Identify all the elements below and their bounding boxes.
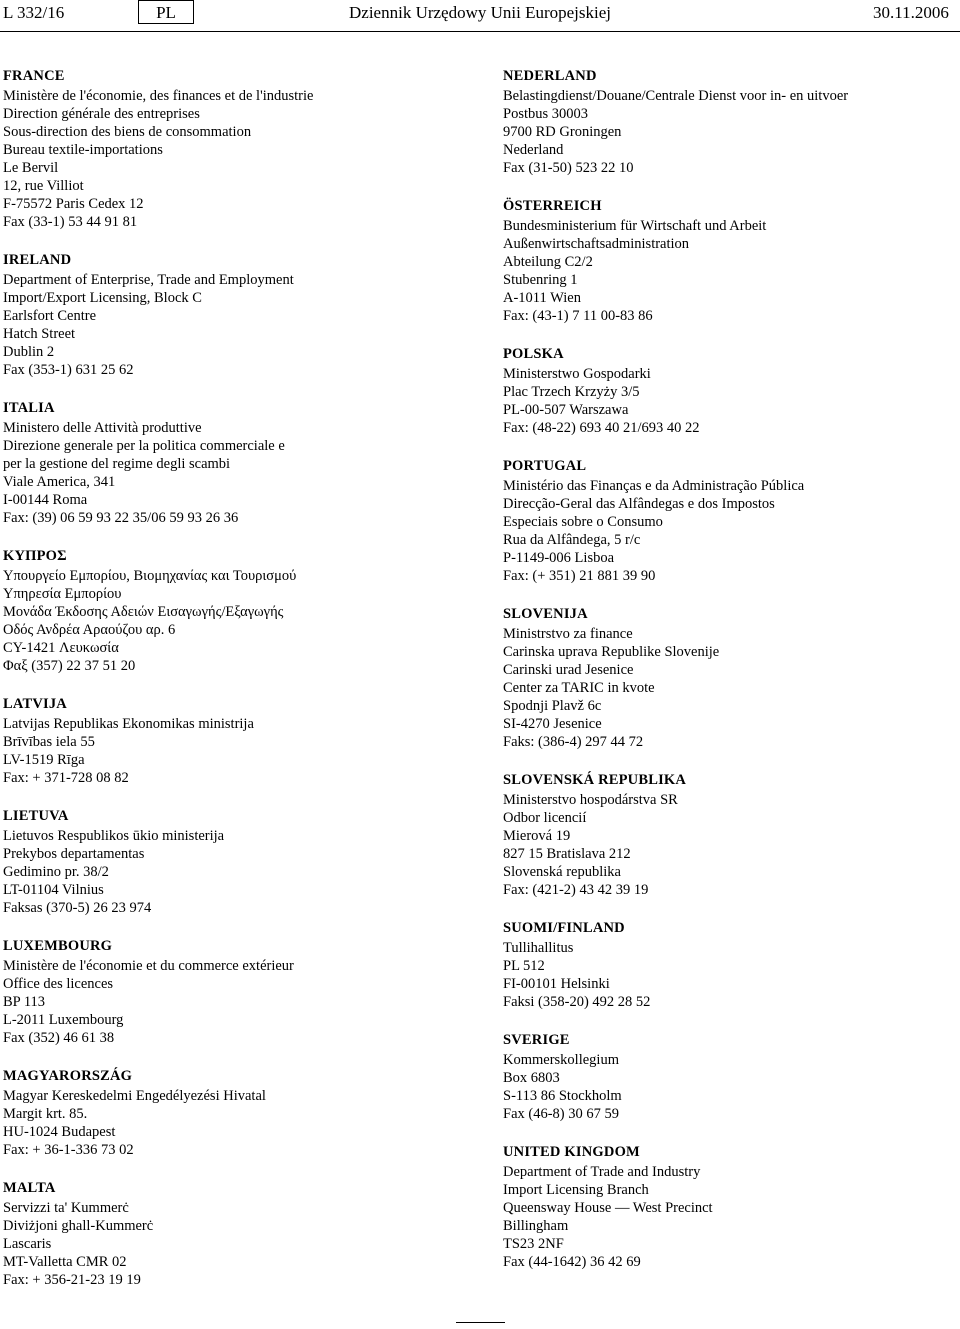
address-line: A-1011 Wien [503, 290, 581, 306]
address-line: Ministerstwo Gospodarki [503, 366, 651, 382]
address-line: Import Licensing Branch [503, 1182, 649, 1198]
address-line: Fax (31-50) 523 22 10 [503, 160, 634, 176]
address-line: Bundesministerium für Wirtschaft und Arbeit [503, 218, 767, 234]
address-line: Hatch Street [3, 326, 76, 342]
address-line: Faksas (370-5) 26 23 974 [3, 900, 152, 916]
address-line: Prekybos departamentas [3, 846, 145, 862]
address-line: Fax: + 371-728 08 82 [3, 770, 129, 786]
country-block [503, 605, 958, 751]
country-block [503, 1031, 958, 1123]
address-line: Spodnji Plavž 6c [503, 698, 602, 714]
address-line: MT-Valletta CMR 02 [3, 1254, 127, 1270]
address-line: Margit krt. 85. [3, 1106, 88, 1122]
address-line: Brīvības iela 55 [3, 734, 95, 750]
language-box: PL [138, 0, 194, 24]
country-block [503, 771, 958, 899]
address-line: Viale America, 341 [3, 474, 116, 490]
address-line: Department of Enterprise, Trade and Employment [3, 272, 294, 288]
address-line: Carinski urad Jesenice [503, 662, 634, 678]
address-line: Mierová 19 [503, 828, 571, 844]
country-block [503, 919, 958, 1011]
country-block [503, 1143, 958, 1271]
address-line: Department of Trade and Industry [503, 1164, 701, 1180]
country-block [503, 345, 958, 437]
address-line: PL-00-507 Warszawa [503, 402, 629, 418]
address-line: Servizzi ta' Kummerċ [3, 1200, 129, 1216]
left-column [3, 67, 463, 1309]
address-line: Ministero delle Attività produttive [3, 420, 202, 436]
address-line: Ministère de l'économie et du commerce extérieur [3, 958, 294, 974]
address-line: Especiais sobre o Consumo [503, 514, 663, 530]
address-line: Stubenring 1 [503, 272, 578, 288]
address-line: Υπουργείο Εμπορίου, Βιομηχανίας και Τουρισμού [3, 568, 297, 584]
address-line: Fax (44-1642) 36 42 69 [503, 1254, 641, 1270]
address-line: BP 113 [3, 994, 46, 1010]
address-line: CY-1421 Λευκωσία [3, 640, 119, 656]
address-line: Direction générale des entreprises [3, 106, 200, 122]
address-line: Fax (46-8) 30 67 59 [503, 1106, 619, 1122]
address-line: Fax: + 36-1-336 73 02 [3, 1142, 134, 1158]
address-line: Fax: (+ 351) 21 881 39 90 [503, 568, 656, 584]
country-heading: POLSKA [503, 346, 564, 362]
address-line: Ministère de l'économie, des finances et de l'industrie [3, 88, 314, 104]
country-heading: SLOVENSKÁ REPUBLIKA [503, 772, 687, 788]
address-line: HU-1024 Budapest [3, 1124, 116, 1140]
address-line: Fax (33-1) 53 44 91 81 [3, 214, 138, 230]
address-line: Odbor licencií [503, 810, 587, 826]
address-line: P-1149-006 Lisboa [503, 550, 615, 566]
country-heading: IRELAND [3, 252, 72, 268]
country-heading: FRANCE [3, 68, 65, 84]
country-block [503, 457, 958, 585]
page-reference: L 332/16 [3, 3, 65, 22]
address-line: Latvijas Republikas Ekonomikas ministrija [3, 716, 254, 732]
address-line: Fax: (43-1) 7 11 00-83 86 [503, 308, 653, 324]
address-line: Faks: (386-4) 297 44 72 [503, 734, 644, 750]
address-line: Fax (353-1) 631 25 62 [3, 362, 134, 378]
address-line: Lascaris [3, 1236, 52, 1252]
address-line: Fax: (48-22) 693 40 21/693 40 22 [503, 420, 700, 436]
address-line: TS23 2NF [503, 1236, 564, 1252]
address-line: Diviżjoni ghall-Kummerċ [3, 1218, 154, 1234]
address-line: S-113 86 Stockholm [503, 1088, 622, 1104]
address-line: Fax: + 356-21-23 19 19 [3, 1272, 141, 1288]
address-line: Earlsfort Centre [3, 308, 97, 324]
address-line: Center za TARIC in kvote [503, 680, 655, 696]
address-line: Belastingdienst/Douane/Centrale Dienst voor in- en uitvoer [503, 88, 849, 104]
address-line: Direcção-Geral das Alfândegas e dos Impostos [503, 496, 775, 512]
country-heading: NEDERLAND [503, 68, 597, 84]
country-block [3, 67, 463, 231]
address-line: Plac Trzech Krzyży 3/5 [503, 384, 640, 400]
address-line: Kommerskollegium [503, 1052, 619, 1068]
address-line: Μονάδα Έκδοσης Αδειών Εισαγωγής/Εξαγωγής [3, 604, 284, 620]
country-heading: SVERIGE [503, 1032, 570, 1048]
country-heading: MALTA [3, 1180, 56, 1196]
header-rule [0, 31, 960, 32]
right-column [503, 67, 958, 1291]
address-line: PL 512 [503, 958, 545, 974]
issue-date: 30.11.2006 [873, 3, 949, 22]
address-line: Fax (352) 46 61 38 [3, 1030, 115, 1046]
country-heading: ÖSTERREICH [503, 198, 602, 214]
address-line: Ministério das Finanças e da Administração Pública [503, 478, 805, 494]
country-heading: ΚΥΠΡΟΣ [3, 548, 67, 564]
country-block [3, 937, 463, 1047]
address-line: I-00144 Roma [3, 492, 88, 508]
country-block [503, 67, 958, 177]
address-line: 9700 RD Groningen [503, 124, 622, 140]
address-line: Direzione generale per la politica commerciale e [3, 438, 285, 454]
address-line: Tullihallitus [503, 940, 574, 956]
country-block [3, 695, 463, 787]
address-line: Bureau textile-importations [3, 142, 163, 158]
address-line: Magyar Kereskedelmi Engedélyezési Hivatal [3, 1088, 266, 1104]
address-line: Rua da Alfândega, 5 r/c [503, 532, 641, 548]
country-heading: SLOVENIJA [503, 606, 588, 622]
country-heading: UNITED KINGDOM [503, 1144, 640, 1160]
country-block [3, 1067, 463, 1159]
country-heading: LIETUVA [3, 808, 69, 824]
country-heading: PORTUGAL [503, 458, 587, 474]
footer-rule [456, 1322, 505, 1323]
country-block [3, 399, 463, 527]
address-line: Fax: (39) 06 59 93 22 35/06 59 93 26 36 [3, 510, 239, 526]
address-line: Gedimino pr. 38/2 [3, 864, 109, 880]
address-line: Queensway House — West Precinct [503, 1200, 713, 1216]
address-line: Sous-direction des biens de consommation [3, 124, 252, 140]
address-line: per la gestione del regime degli scambi [3, 456, 231, 472]
address-line: LT-01104 Vilnius [3, 882, 104, 898]
country-block [3, 807, 463, 917]
address-line: Office des licences [3, 976, 114, 992]
country-heading: MAGYARORSZÁG [3, 1068, 133, 1084]
country-heading: SUOMI/FINLAND [503, 920, 625, 936]
address-line: L-2011 Luxembourg [3, 1012, 124, 1028]
address-line: Abteilung C2/2 [503, 254, 593, 270]
address-line: Fax: (421-2) 43 42 39 19 [503, 882, 649, 898]
address-line: Οδός Ανδρέα Αραούζου αρ. 6 [3, 622, 176, 638]
address-line: Dublin 2 [3, 344, 55, 360]
address-line: Ministrstvo za finance [503, 626, 633, 642]
country-block [3, 547, 463, 675]
address-line: Import/Export Licensing, Block C [3, 290, 202, 306]
address-line: Φαξ (357) 22 37 51 20 [3, 658, 136, 674]
address-line: Außenwirtschaftsadministration [503, 236, 690, 252]
address-line: 12, rue Villiot [3, 178, 84, 194]
address-line: Υπηρεσία Εμπορίου [3, 586, 122, 602]
address-line: 827 15 Bratislava 212 [503, 846, 631, 862]
address-line: SI-4270 Jesenice [503, 716, 602, 732]
country-heading: LUXEMBOURG [3, 938, 113, 954]
journal-title: Dziennik Urzędowy Unii Europejskiej [349, 3, 612, 22]
country-heading: LATVIJA [3, 696, 67, 712]
address-line: Lietuvos Respublikos ūkio ministerija [3, 828, 225, 844]
address-line: Ministerstvo hospodárstva SR [503, 792, 678, 808]
address-line: Nederland [503, 142, 564, 158]
address-line: Faksi (358-20) 492 28 52 [503, 994, 651, 1010]
address-line: F-75572 Paris Cedex 12 [3, 196, 144, 212]
address-line: Slovenská republika [503, 864, 621, 880]
address-line: Le Bervil [3, 160, 59, 176]
address-line: Box 6803 [503, 1070, 560, 1086]
address-line: FI-00101 Helsinki [503, 976, 610, 992]
country-block [503, 197, 958, 325]
address-line: LV-1519 Rīga [3, 752, 85, 768]
page-header [0, 0, 960, 28]
country-block [3, 251, 463, 379]
country-block [3, 1179, 463, 1289]
country-heading: ITALIA [3, 400, 55, 416]
address-line: Carinska uprava Republike Slovenije [503, 644, 720, 660]
address-line: Postbus 30003 [503, 106, 589, 122]
address-line: Billingham [503, 1218, 569, 1234]
